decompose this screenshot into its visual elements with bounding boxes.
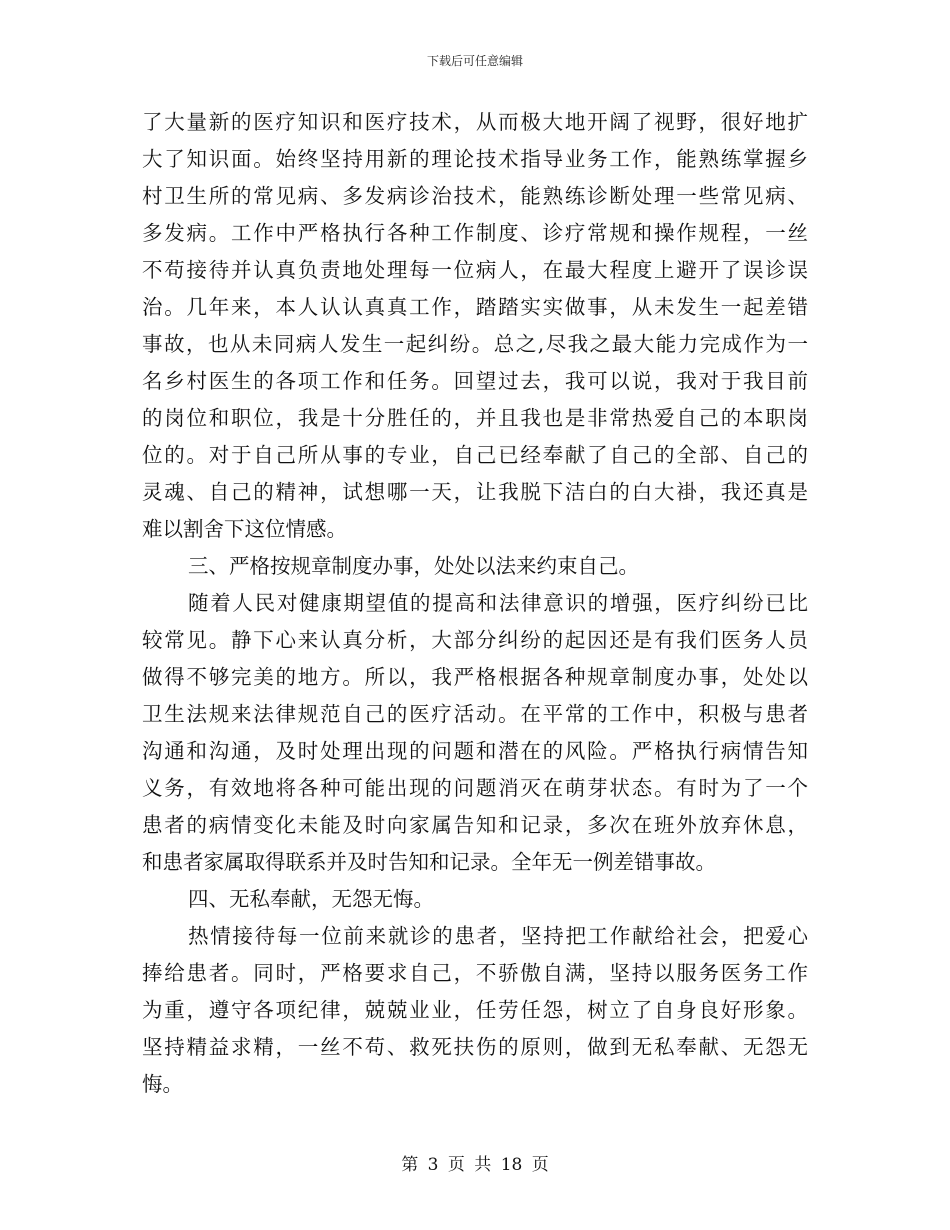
body-line: 治。几年来，本人认认真真工作，踏踏实实做事，从未发生一起差错: [142, 295, 808, 319]
body-line: 了大量新的医疗知识和医疗技术，从而极大地开阔了视野，很好地扩: [142, 110, 808, 134]
page-header: 下载后可任意编辑: [426, 54, 523, 68]
body-line: 沟通和沟通，及时处理出现的问题和潜在的风险。严格执行病情告知: [142, 739, 808, 763]
body-line: 卫生法规来法律规范自己的医疗活动。在平常的工作中，积极与患者: [142, 702, 808, 726]
body-line: 难以割舍下这位情感。: [142, 517, 347, 541]
body-line: 悔。: [142, 1072, 183, 1096]
body-line: 义务，有效地将各种可能出现的问题消灭在萌芽状态。有时为了一个: [142, 776, 808, 800]
body-line: 灵魂、自己的精神，试想哪一天，让我脱下洁白的白大褂，我还真是: [142, 480, 808, 504]
body-line: 大了知识面。始终坚持用新的理论技术指导业务工作，能熟练掌握乡: [142, 147, 808, 171]
body-line: 患者的病情变化未能及时向家属告知和记录，多次在班外放弃休息，: [142, 813, 808, 837]
body-line: 和患者家属取得联系并及时告知和记录。全年无一例差错事故。: [142, 850, 716, 874]
body-line: 坚持精益求精，一丝不苟、救死扶伤的原则，做到无私奉献、无怨无: [142, 1035, 808, 1059]
document-body: [142, 104, 808, 1103]
body-line: 捧给患者。同时，严格要求自己，不骄傲自满，坚持以服务医务工作: [142, 961, 808, 985]
body-line: 村卫生所的常见病、多发病诊治技术，能熟练诊断处理一些常见病、: [142, 184, 808, 208]
body-line: 为重，遵守各项纪律，兢兢业业，任劳任怨，树立了自身良好形象。: [142, 998, 808, 1022]
body-line: 做得不够完美的地方。所以，我严格根据各种规章制度办事，处处以: [142, 665, 808, 689]
body-line: 事故，也从未同病人发生一起纠纷。总之,尽我之最大能力完成作为一: [142, 332, 808, 356]
body-line: 较常见。静下心来认真分析，大部分纠纷的起因还是有我们医务人员: [142, 628, 808, 652]
body-line: 位的。对于自己所从事的专业，自己已经奉献了自己的全部、自己的: [142, 443, 808, 467]
body-line: 热情接待每一位前来就诊的患者，坚持把工作献给社会，把爱心: [188, 924, 808, 948]
body-line: 不苟接待并认真负责地处理每一位病人，在最大程度上避开了误诊误: [142, 258, 808, 282]
section-heading: 四、无私奉献，无怨无悔。: [188, 887, 434, 911]
section-heading: 三、严格按规章制度办事，处处以法来约束自己。: [188, 554, 639, 578]
page-footer: 第 3 页 共 18 页: [401, 1155, 549, 1175]
body-line: 多发病。工作中严格执行各种工作制度、诊疗常规和操作规程，一丝: [142, 221, 808, 245]
body-line: 名乡村医生的各项工作和任务。回望过去，我可以说，我对于我目前: [142, 369, 808, 393]
body-line: 随着人民对健康期望值的提高和法律意识的增强，医疗纠纷已比: [188, 591, 808, 615]
body-line: 的岗位和职位，我是十分胜任的，并且我也是非常热爱自己的本职岗: [142, 406, 808, 430]
